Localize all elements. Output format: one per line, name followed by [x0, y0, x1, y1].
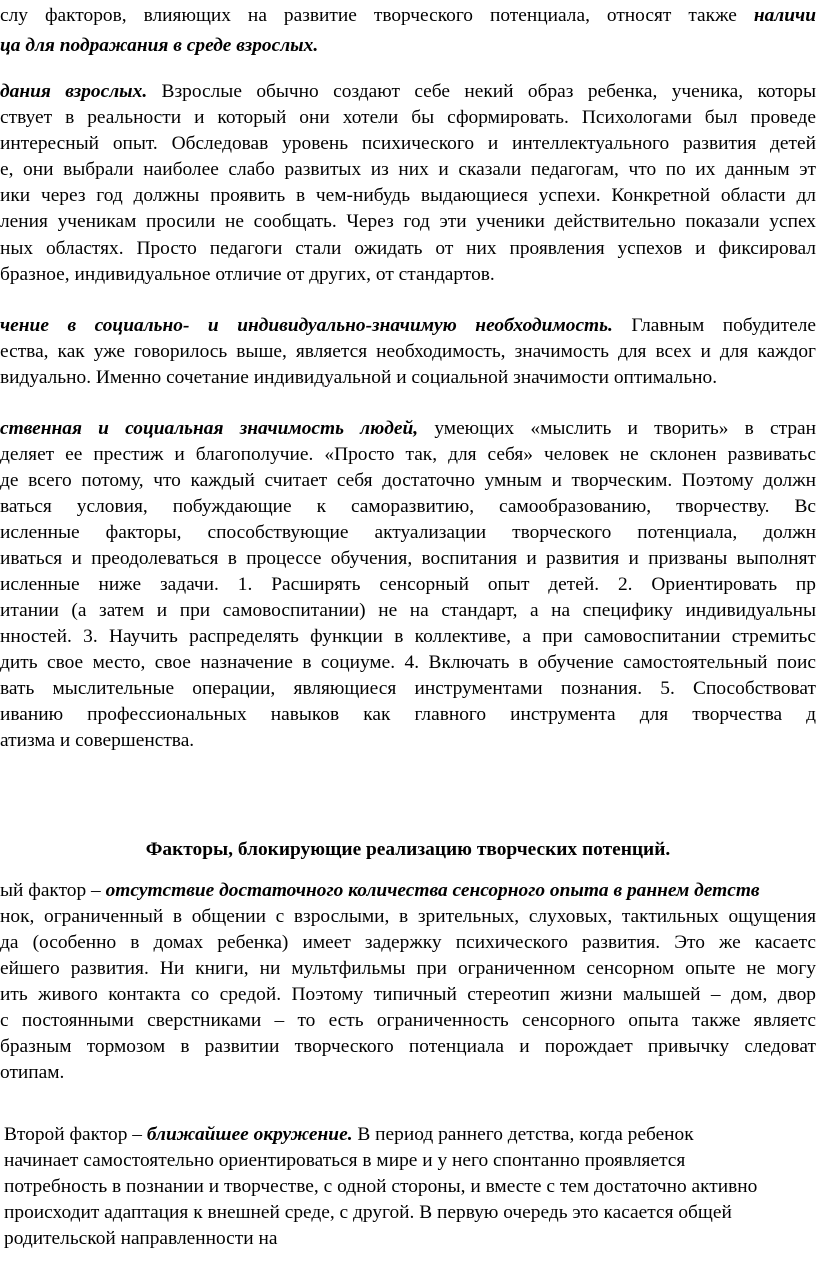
- text-line: бразное, индивидуальное отличие от других, от стандартов.: [0, 264, 495, 285]
- text-line: начинает самостоятельно ориентироваться в мире и у него спонтанно проявляется: [4, 1150, 686, 1171]
- text-line: ных областях. Просто педагоги стали ожидать от них проявления успехов и фиксировал: [0, 238, 816, 259]
- text-line: нностей. 3. Научить распределять функции в коллективе, а при самовоспитании стремитьс: [0, 626, 816, 647]
- text-line: происходит адаптация к внешней среде, с другой. В первую очередь это касается общей: [4, 1202, 732, 1223]
- text-line: деляет ее престиж и благополучие. «Просто так, для себя» человек не склонен развиватьс: [0, 444, 816, 465]
- text-line: интересный опыт. Обследовав уровень психического и интеллектуального развития детей: [0, 133, 816, 154]
- emphasis-text: ближайшее окружение.: [146, 1124, 353, 1145]
- text-line: ейшего развития. Ни книги, ни мультфильмы при ограниченном сенсорном опыте не могу: [0, 958, 816, 979]
- text-run: Второй фактор –: [4, 1124, 147, 1145]
- text-run: В период раннего детства, когда ребенок: [352, 1124, 694, 1145]
- text-run: Главным побудителе: [612, 315, 816, 336]
- emphasis-text: чение в социально- и индивидуально-значимую необходимость.: [0, 315, 613, 336]
- text-line: нок, ограниченный в общении с взрослыми, в зрительных, слуховых, тактильных ощущения: [0, 906, 816, 927]
- text-line: иваться и преодолеваться в процессе обучения, воспитания и развития и призваны выполнят: [0, 548, 816, 569]
- text-line: исленные ниже задачи. 1. Расширять сенсорный опыт детей. 2. Ориентировать пр: [0, 574, 816, 595]
- text-line: ствует в реальности и который они хотели бы сформировать. Психологами был проведе: [0, 107, 816, 128]
- text-run: ый фактор –: [0, 880, 106, 901]
- text-line: отипам.: [0, 1062, 65, 1083]
- text-line: ить живого контакта со средой. Поэтому типичный стереотип жизни малышей – дом, двор: [0, 984, 816, 1005]
- emphasis-text: дания взрослых.: [0, 81, 148, 102]
- text-line: е, они выбрали наиболее слабо развитых из них и сказали педагогам, что по их данным эт: [0, 159, 816, 180]
- text-line: ики через год должны проявить в чем-нибудь выдающиеся успехи. Конкретной области дл: [0, 185, 816, 206]
- text-line: потребность в познании и творчестве, с одной стороны, и вместе с тем достаточно активно: [4, 1176, 758, 1197]
- text-line: дить свое место, свое назначение в социуме. 4. Включать в обучение самостоятельный поис: [0, 652, 816, 673]
- text-line: [0, 416, 816, 442]
- text-line: видуально. Именно сочетание индивидуальной и социальной значимости оптимально.: [0, 367, 718, 388]
- text-line: ества, как уже говорилось выше, является необходимость, значимость для всех и для каждог: [0, 341, 816, 362]
- text-line: вать мыслительные операции, являющиеся инструментами познания. 5. Способствоват: [0, 678, 816, 699]
- text-line: родительской направленности на: [4, 1228, 278, 1249]
- text-line: [0, 33, 816, 59]
- text-line: бразным тормозом в развитии творческого потенциала и порождает привычку следоват: [0, 1036, 816, 1057]
- emphasis-text: отсутствие достаточного количества сенсорного опыта в раннем детств: [105, 880, 760, 901]
- text-line: [0, 313, 816, 339]
- text-line: исленные факторы, способствующие актуализации творческого потенциала, должн: [0, 522, 816, 543]
- text-line: [0, 79, 816, 105]
- text-line: атизма и совершенства.: [0, 730, 195, 751]
- text-line: итании (а затем и при самовоспитании) не на стандарт, а на специфику индивидуальны: [0, 600, 816, 621]
- section-heading: Факторы, блокирующие реализацию творческих потенций.: [145, 839, 671, 860]
- text-line: [4, 1122, 816, 1148]
- text-line: иванию профессиональных навыков как главного инструмента для творчества д: [0, 704, 816, 725]
- emphasis-text: наличи: [753, 5, 816, 26]
- text-line: да (особенно в домах ребенка) имеет задержку психического развития. Это же касаетс: [0, 932, 816, 953]
- text-run: умеющих «мыслить и творить» в стран: [418, 418, 816, 439]
- text-run: Взрослые обычно создают себе некий образ ребенка, ученика, которы: [147, 81, 816, 102]
- text-line: ления ученикам просили не сообщать. Через год эти ученики действительно показали успех: [0, 211, 816, 232]
- text-line: [0, 3, 816, 29]
- text-line: [0, 878, 816, 904]
- text-line: с постоянными сверстниками – то есть ограниченность сенсорного опыта также являетс: [0, 1010, 816, 1031]
- emphasis-text: ственная и социальная значимость людей,: [0, 418, 419, 439]
- emphasis-text: ца для подражания в среде взрослых.: [0, 35, 319, 56]
- text-line: ваться условия, побуждающие к саморазвитию, самообразованию, творчеству. Вс: [0, 496, 816, 517]
- text-line: де всего потому, что каждый считает себя достаточно умным и творческим. Поэтому должн: [0, 470, 816, 491]
- text-run: слу факторов, влияющих на развитие творческого потенциала, относят также: [0, 5, 754, 26]
